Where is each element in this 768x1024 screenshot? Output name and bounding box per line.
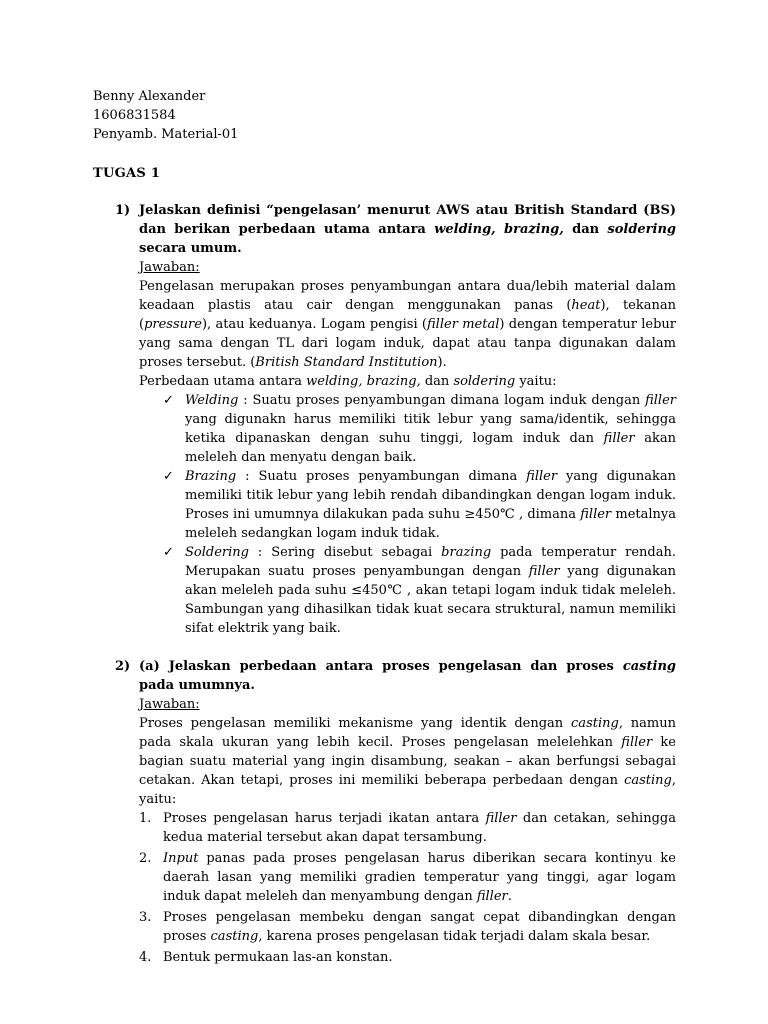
checkmark-icon: ✓ [163,469,174,484]
list-item: 1. Proses pengelasan harus terjadi ikatan antara filler dan cetakan, sehingga kedua material tersebut akan dapat tersambung. [139,811,676,845]
difference-numbered-list [139,809,676,967]
question-number: 1) [115,203,131,218]
question-1 [93,201,676,638]
difference-list [139,391,676,638]
list-item: 2. Input panas pada proses pengelasan harus diberikan secara kontinyu ke daerah lasan yang memiliki gradien temperatur yang tinggi, agar logam induk dapat meleleh dan menyambung dengan filler. [139,851,676,904]
answer-paragraph: Proses pengelasan memiliki mekanisme yang identik dengan casting, namun pada skala ukuran yang lebih kecil. Proses pengelasan melelehkan filler ke bagian suatu material yang ingin disambung, seakan – akan berfungsi sebagai cetakan. Akan tetapi, proses ini memiliki beberapa perbedaan dengan casting, yaitu: [139,716,676,807]
list-item-brazing: ✓ Brazing : Suatu proses penyambungan dimana filler yang digunakan memiliki titik lebur yang lebih rendah dibandingkan dengan logam induk. Proses ini umumnya dilakukan pada suhu ≥450℃ , dimana filler metalnya meleleh sedangkan logam induk tidak. [163,469,677,541]
list-item-soldering: ✓ Soldering : Sering disebut sebagai brazing pada temperatur rendah. Merupakan suatu proses penyambungan dengan filler yang digunakan akan meleleh pada suhu ≤450℃ , akan tetapi logam induk tidak meleleh. Sambungan yang dihasilkan tidak kuat secara struktural, namun memiliki sifat elektrik yang baik. [163,545,677,636]
assignment-title: TUGAS 1 [93,166,161,181]
checkmark-icon: ✓ [163,545,174,560]
question-number: 2) [115,659,131,674]
author-header [93,87,676,144]
checkmark-icon: ✓ [163,393,174,408]
answer-label: Jawaban: [139,697,200,712]
temperature-value: ≥450℃ [464,507,515,522]
question-title: (a) Jelaskan perbedaan antara proses pengelasan dan proses casting pada umumnya. [139,659,676,693]
answer-label: Jawaban: [139,260,200,275]
list-item: 4. Bentuk permukaan las-an konstan. [139,950,393,965]
author-name: Benny Alexander [93,89,206,104]
definition-paragraph: Pengelasan merupakan proses penyambungan antara dua/lebih material dalam keadaan plastis atau cair dengan menggunakan panas (heat), tekanan (pressure), atau keduanya. Logam pengisi (filler metal) dengan temperatur lebur yang sama dengan TL dari logam induk, dapat atau tanpa digunakan dalam proses tersebut. (British Standard Institution). [139,279,677,370]
list-item: 3. Proses pengelasan membeku dengan sangat cepat dibandingkan dengan proses casting, karena proses pengelasan tidak terjadi dalam skala besar. [139,910,676,944]
list-item-welding: ✓ Welding : Suatu proses penyambungan dimana logam induk dengan filler yang digunakn harus memiliki titik lebur yang sama/identik, sehingga ketika dipanaskan dengan suhu tinggi, logam induk dan filler akan meleleh dan menyatu dengan baik. [163,393,676,465]
question-title: Jelaskan definisi “pengelasan’ menurut AWS atau British Standard (BS) dan berikan perbedaan utama antara welding, brazing, dan soldering secara umum. [139,203,677,256]
student-id: 1606831584 [93,108,176,123]
course-name: Penyamb. Material-01 [93,127,239,142]
question-2 [93,657,676,967]
temperature-value: ≤450℃ [351,583,403,598]
difference-intro: Perbedaan utama antara welding, brazing, dan soldering yaitu: [139,374,557,389]
